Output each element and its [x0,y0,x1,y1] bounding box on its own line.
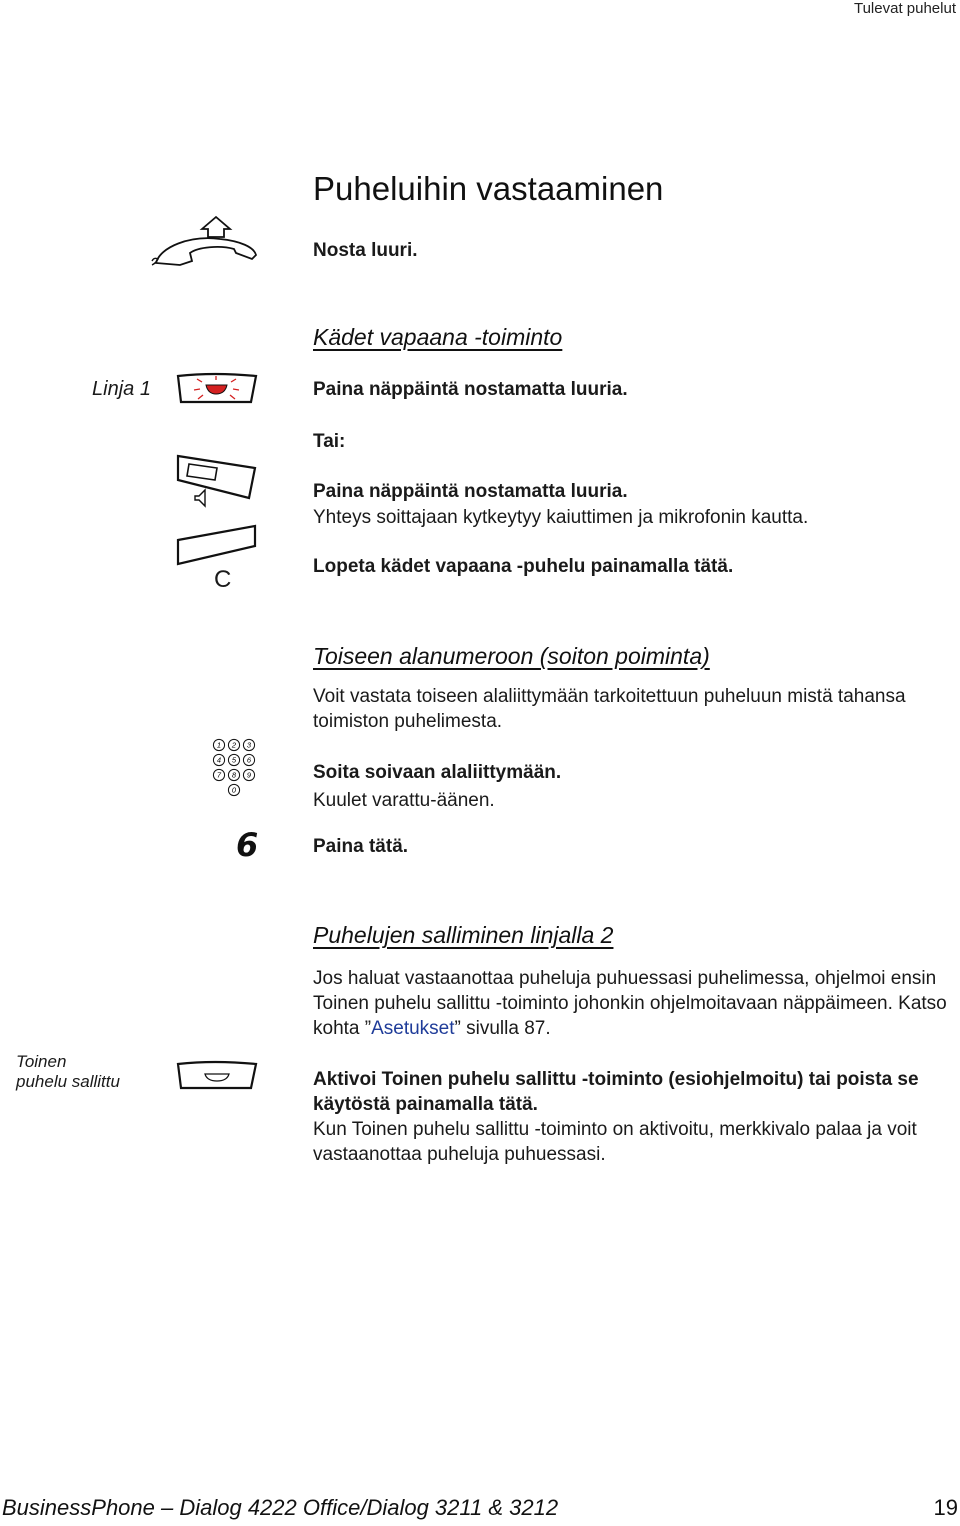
svg-text:8: 8 [231,770,237,780]
handset-lift-icon [150,213,260,269]
clear-key-icon[interactable] [175,524,259,568]
keypad-digit-4 [213,754,224,765]
keypad-icon[interactable] [212,738,260,800]
svg-text:1: 1 [216,740,222,750]
line2-description-text: Jos haluat vastaanottaa puheluja puhuessasi puhelimessa, ohjelmoi ensin Toinen puhelu sallittu -toiminto johonkin ohjelmoitavaan näppäimeen. Katso kohta ” [313,968,947,1039]
svg-text:0: 0 [231,785,237,795]
keypad-digit-2 [228,739,239,750]
line2-description-page: ” sivulla 87. [454,1018,551,1039]
pickup-group-description: Voit vastata toiseen alaliittymään tarkoitettuun puheluun mistä tahansa toimiston puhelimesta. [313,686,906,732]
activated-note: Kun Toinen puhelu sallittu -toiminto on aktivoitu, merkkivalo palaa ja voit vastaanottaa puheluja puhuessasi. [313,1119,917,1165]
svg-text:7: 7 [216,770,222,780]
press-this: Paina tätä. [313,836,409,857]
running-header: Tulevat puhelut [853,0,956,17]
page-title: Puheluihin vastaaminen [313,170,664,207]
clear-key-letter: C [214,566,232,593]
speaker-key-icon[interactable] [175,450,261,510]
line2-description [313,966,953,1041]
pickup-group-heading: Toiseen alanumeroon (soiton poiminta) [313,643,710,669]
svg-text:3: 3 [246,740,252,750]
end-call-instruction: Lopeta kädet vapaana -puhelu painamalla tätä. [313,556,734,577]
or-label: Tai: [313,431,346,452]
keypad-digit-9 [243,769,254,780]
second-call-label [16,1052,120,1092]
svg-text:9: 9 [246,770,252,780]
activate-instruction: Aktivoi Toinen puhelu sallittu -toiminto (esiohjelmoitu) tai poista se käytöstä painamalla tätä. [313,1069,919,1115]
keypad-digit-5 [228,754,239,765]
keypad-digit-0 [228,784,239,795]
svg-text:5: 5 [231,755,237,765]
line2-heading: Puhelujen salliminen linjalla 2 [313,922,614,948]
keypad-digit-8 [228,769,239,780]
second-call-label-line2: puhelu sallittu [16,1072,120,1091]
keypad-digit-1 [213,739,224,750]
page-number: 19 [933,1495,958,1520]
second-call-label-line1: Toinen [16,1052,67,1071]
line-1-label: Linja 1 [92,378,151,400]
svg-text:6: 6 [246,755,252,765]
svg-text:2: 2 [231,740,237,750]
pickup-instruction: Nosta luuri. [313,240,418,261]
busy-tone-note: Kuulet varattu-äänen. [313,790,495,811]
keypad-digit-6 [243,754,254,765]
programmable-key-icon[interactable] [175,1060,259,1092]
svg-text:4: 4 [216,755,222,765]
line-1-key-icon[interactable] [175,372,259,406]
handsfree-heading: Kädet vapaana -toiminto [313,324,563,350]
settings-link[interactable]: Asetukset [371,1018,455,1039]
footer-product: BusinessPhone – Dialog 4222 Office/Dialog 3211 & 3212 [2,1495,559,1520]
connection-note: Yhteys soittajaan kytkeytyy kaiuttimen ja mikrofonin kautta. [313,507,809,528]
digit-six-key[interactable]: 6 [236,826,259,864]
keypad-digit-7 [213,769,224,780]
press-without-lifting-2: Paina näppäintä nostamatta luuria. [313,481,628,502]
press-without-lifting: Paina näppäintä nostamatta luuria. [313,379,628,400]
keypad-digit-3 [243,739,254,750]
dial-instruction: Soita soivaan alaliittymään. [313,762,562,783]
